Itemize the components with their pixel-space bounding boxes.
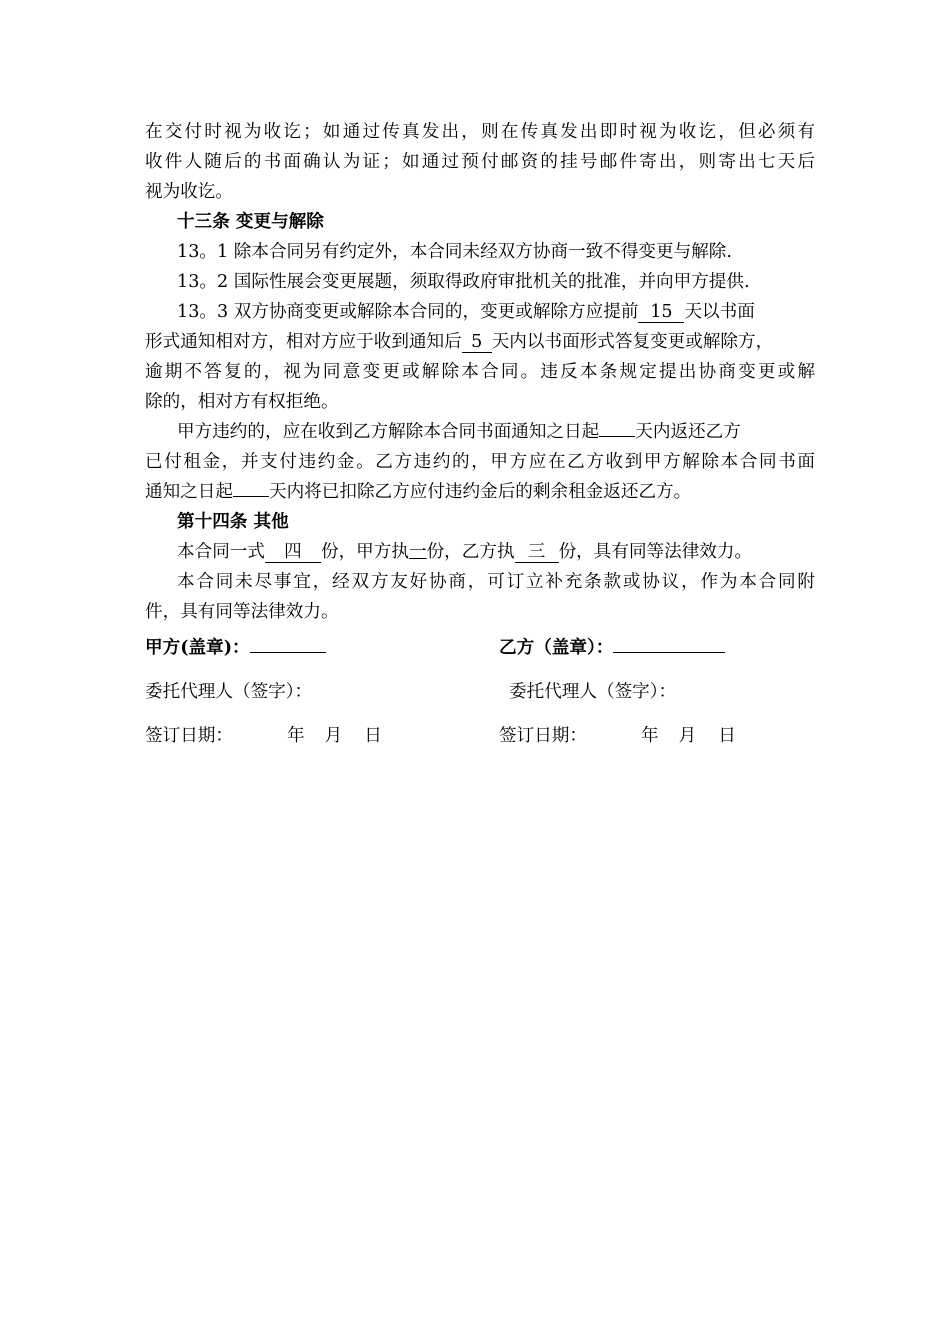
breach-text-a: 甲方违约的，应在收到乙方解除本合同书面通知之日起	[177, 422, 600, 442]
clause-13-3-line-2	[145, 327, 815, 357]
party-b-date	[499, 721, 736, 751]
seal-row	[145, 633, 815, 663]
misc-clause-line-2: 件，具有同等法律效力。	[145, 602, 339, 622]
party-b-month: 月	[678, 726, 697, 746]
clause-13-2: 13。2 国际性展会变更展题，须取得政府审批机关的批准，并向甲方提供.	[177, 272, 750, 292]
party-b-seal-blank	[613, 652, 725, 653]
copies-text-b: 份，甲方执	[320, 542, 409, 562]
agent-row	[145, 677, 815, 707]
clause-13-3-text-b: 天以书面	[684, 302, 755, 322]
clause-12-continuation-line-2: 收件人随后的书面确认为证；如通过预付邮资的挂号邮件寄出，则寄出七天后	[145, 152, 815, 172]
notice-days-blank: 15	[638, 302, 684, 323]
party-a-month: 月	[324, 726, 343, 746]
breach-line-2: 已付租金，并支付违约金。乙方违约的，甲方应在乙方收到甲方解除本合同书面	[145, 452, 815, 472]
copies-count-blank: 四	[265, 542, 321, 563]
copies-text-c: 份，乙方执	[426, 542, 515, 562]
copies-text-d: 份，具有同等法律效力。	[558, 542, 753, 562]
party-b-day: 日	[718, 726, 736, 746]
breach-text-d: 天内将已扣除乙方应付违约金后的剩余租金返还乙方。	[268, 482, 692, 502]
party-b-seal	[499, 633, 725, 663]
clause-13-3-line-3: 逾期不答复的，视为同意变更或解除本合同。违反本条规定提出协商变更或解	[145, 362, 815, 382]
clause-12-continuation-line-1: 在交付时视为收讫；如通过传真发出，则在传真发出即时视为收讫，但必须有	[145, 122, 815, 142]
party-a-year: 年	[286, 726, 305, 746]
party-a-seal	[145, 633, 326, 663]
clause-13-3-text-d: 天内以书面形式答复变更或解除方，	[491, 332, 774, 352]
clause-13-3-line-4: 除的，相对方有权拒绝。	[145, 392, 339, 412]
clause-13-3-line-1	[145, 297, 815, 327]
reply-days-blank: 5	[462, 332, 492, 353]
party-b-seal-label: 乙方（盖章）：	[499, 637, 614, 658]
clause-12-continuation-line-3: 视为收讫。	[145, 182, 233, 202]
date-row	[145, 721, 815, 751]
breach-line-1	[145, 417, 815, 447]
party-b-date-label: 签订日期：	[499, 726, 587, 746]
breach-line-3	[145, 477, 815, 507]
breach-text-b: 天内返还乙方	[635, 422, 741, 442]
party-a-seal-blank	[250, 652, 326, 653]
contract-page	[145, 117, 815, 751]
misc-clause-line-1: 本合同未尽事宜，经双方友好协商，可订立补充条款或协议，作为本合同附	[177, 572, 815, 592]
party-a-date-label: 签订日期：	[145, 726, 233, 746]
party-a-date	[145, 721, 382, 751]
clause-13-3-text-a: 13。3 双方协商变更或解除本合同的，变更或解除方应提前	[177, 302, 639, 322]
party-a-copies: 一	[408, 542, 427, 562]
breach-text-c: 通知之日起	[145, 482, 233, 502]
article-14-heading: 第十四条 其他	[177, 511, 289, 532]
party-b-agent: 委托代理人（签字）：	[509, 682, 677, 702]
party-b-copies-blank: 三	[515, 542, 559, 563]
refund-days-blank-b	[233, 496, 269, 497]
clause-13-3-text-c: 形式通知相对方，相对方应于收到通知后	[145, 332, 462, 352]
party-a-seal-label: 甲方(盖章)：	[145, 637, 250, 658]
party-a-day: 日	[364, 726, 382, 746]
copies-clause	[145, 537, 815, 567]
refund-days-blank-a	[599, 436, 635, 437]
article-13-heading: 十三条 变更与解除	[177, 211, 324, 232]
party-a-agent: 委托代理人（签字）：	[145, 682, 313, 702]
copies-text-a: 本合同一式	[177, 542, 265, 562]
clause-13-1: 13。1 除本合同另有约定外，本合同未经双方协商一致不得变更与解除.	[177, 242, 732, 262]
party-b-year: 年	[640, 726, 659, 746]
